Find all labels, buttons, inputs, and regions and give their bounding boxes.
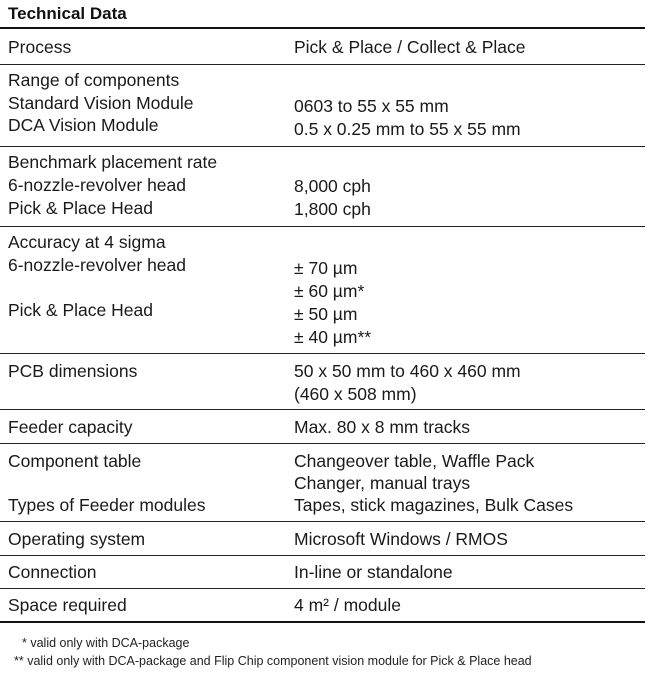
feeder-types-label: Types of Feeder modules bbox=[8, 495, 206, 515]
accuracy-pp-label: Pick & Place Head bbox=[8, 300, 153, 320]
range-standard-label: Standard Vision Module bbox=[8, 93, 194, 113]
accuracy-value: ± 70 µm bbox=[294, 258, 358, 278]
divider bbox=[0, 146, 645, 147]
divider bbox=[0, 353, 645, 354]
component-table-value-secondary: Changer, manual trays bbox=[294, 473, 471, 493]
title-rule bbox=[0, 27, 645, 29]
divider bbox=[0, 521, 645, 522]
feeder-label: Feeder capacity bbox=[8, 417, 133, 437]
benchmark-pp-value: 1,800 cph bbox=[294, 199, 371, 219]
benchmark-label: Benchmark placement rate bbox=[8, 152, 218, 172]
divider bbox=[0, 443, 645, 444]
benchmark-pp-label: Pick & Place Head bbox=[8, 198, 153, 218]
space-value: 4 m² / module bbox=[294, 595, 401, 615]
divider bbox=[0, 64, 645, 65]
divider bbox=[0, 226, 645, 227]
benchmark-nozzle-label: 6-nozzle-revolver head bbox=[8, 175, 187, 195]
connection-value: In-line or standalone bbox=[294, 562, 453, 582]
accuracy-nozzle-label: 6-nozzle-revolver head bbox=[8, 255, 187, 275]
feeder-types-value: Tapes, stick magazines, Bulk Cases bbox=[294, 495, 574, 515]
pcb-value: 50 x 50 mm to 460 x 460 mm bbox=[294, 361, 521, 381]
accuracy-value: ± 50 µm bbox=[294, 304, 358, 324]
footnote: * valid only with DCA-package bbox=[22, 636, 190, 650]
feeder-value: Max. 80 x 8 mm tracks bbox=[294, 417, 471, 437]
benchmark-nozzle-value: 8,000 cph bbox=[294, 176, 371, 196]
range-dca-value: 0.5 x 0.25 mm to 55 x 55 mm bbox=[294, 119, 521, 139]
page-title: Technical Data bbox=[8, 4, 127, 23]
footnote: ** valid only with DCA-package and Flip Chip component vision module for Pick & Place head bbox=[14, 654, 532, 668]
space-label: Space required bbox=[8, 595, 127, 615]
divider bbox=[0, 555, 645, 556]
component-table-value: Changeover table, Waffle Pack bbox=[294, 451, 535, 471]
accuracy-value: ± 40 µm** bbox=[294, 327, 372, 347]
range-standard-value: 0603 to 55 x 55 mm bbox=[294, 96, 449, 116]
component-table-label: Component table bbox=[8, 451, 142, 471]
divider bbox=[0, 588, 645, 589]
table-bottom-rule bbox=[0, 621, 645, 623]
process-label: Process bbox=[8, 37, 72, 57]
accuracy-label: Accuracy at 4 sigma bbox=[8, 232, 166, 252]
range-dca-label: DCA Vision Module bbox=[8, 115, 159, 135]
process-value: Pick & Place / Collect & Place bbox=[294, 37, 526, 57]
os-value: Microsoft Windows / RMOS bbox=[294, 529, 508, 549]
divider bbox=[0, 409, 645, 410]
os-label: Operating system bbox=[8, 529, 146, 549]
connection-label: Connection bbox=[8, 562, 97, 582]
pcb-value-secondary: (460 x 508 mm) bbox=[294, 384, 417, 404]
pcb-label: PCB dimensions bbox=[8, 361, 138, 381]
accuracy-value: ± 60 µm* bbox=[294, 281, 365, 301]
range-label: Range of components bbox=[8, 70, 180, 90]
